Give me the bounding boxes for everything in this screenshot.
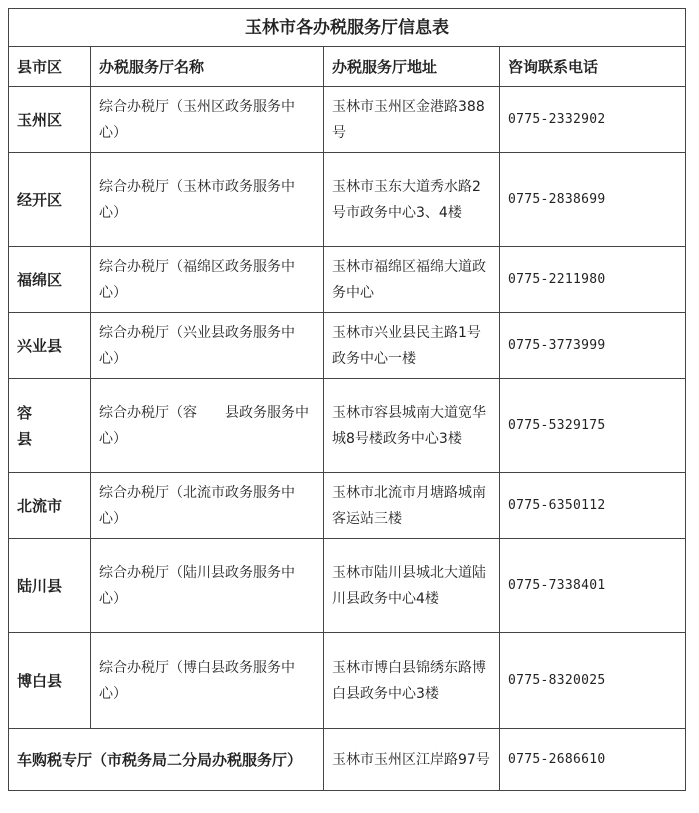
county-cell: 福绵区 xyxy=(9,247,91,313)
phone-cell: 0775-3773999 xyxy=(500,313,686,379)
phone-cell: 0775-2838699 xyxy=(500,153,686,247)
header-phone: 咨询联系电话 xyxy=(500,47,686,87)
table-row xyxy=(9,473,686,539)
hall-name-cell: 综合办税厅（玉州区政务服务中心） xyxy=(91,87,324,153)
county-cell: 玉州区 xyxy=(9,87,91,153)
phone-cell: 0775-2211980 xyxy=(500,247,686,313)
table-header-row xyxy=(9,47,686,87)
address-cell: 玉林市玉州区江岸路97号 xyxy=(324,729,500,791)
table-row xyxy=(9,539,686,633)
address-cell: 玉林市玉州区金港路388号 xyxy=(324,87,500,153)
phone-cell: 0775-7338401 xyxy=(500,539,686,633)
table-row xyxy=(9,247,686,313)
header-hall-address: 办税服务厅地址 xyxy=(324,47,500,87)
phone-cell: 0775-2332902 xyxy=(500,87,686,153)
address-cell: 玉林市玉东大道秀水路2号市政务中心3、4楼 xyxy=(324,153,500,247)
address-cell: 玉林市陆川县城北大道陆川县政务中心4楼 xyxy=(324,539,500,633)
hall-name-cell: 综合办税厅（兴业县政务服务中心） xyxy=(91,313,324,379)
phone-cell: 0775-5329175 xyxy=(500,379,686,473)
special-hall-name-cell: 车购税专厅（市税务局二分局办税服务厅） xyxy=(9,729,324,791)
hall-name-cell: 综合办税厅（博白县政务服务中心） xyxy=(91,633,324,729)
address-cell: 玉林市博白县锦绣东路博白县政务中心3楼 xyxy=(324,633,500,729)
county-cell: 陆川县 xyxy=(9,539,91,633)
address-cell: 玉林市北流市月塘路城南客运站三楼 xyxy=(324,473,500,539)
county-cell: 北流市 xyxy=(9,473,91,539)
table-row xyxy=(9,379,686,473)
county-char: 县 xyxy=(17,429,33,448)
hall-name-cell: 综合办税厅（福绵区政务服务中心） xyxy=(91,247,324,313)
county-cell: 经开区 xyxy=(9,153,91,247)
county-cell: 博白县 xyxy=(9,633,91,729)
table-row xyxy=(9,87,686,153)
table-row xyxy=(9,633,686,729)
hall-name-cell: 综合办税厅（玉林市政务服务中心） xyxy=(91,153,324,247)
table-title-row xyxy=(9,9,686,47)
header-hall-name: 办税服务厅名称 xyxy=(91,47,324,87)
phone-cell: 0775-6350112 xyxy=(500,473,686,539)
phone-cell: 0775-8320025 xyxy=(500,633,686,729)
address-cell: 玉林市兴业县民主路1号政务中心一楼 xyxy=(324,313,500,379)
phone-cell: 0775-2686610 xyxy=(500,729,686,791)
county-cell xyxy=(9,379,91,473)
table-row xyxy=(9,313,686,379)
tax-hall-table-container xyxy=(8,8,685,791)
address-cell: 玉林市福绵区福绵大道政务中心 xyxy=(324,247,500,313)
table-row xyxy=(9,729,686,791)
header-county: 县市区 xyxy=(9,47,91,87)
hall-name-cell: 综合办税厅（北流市政务服务中心） xyxy=(91,473,324,539)
table-row xyxy=(9,153,686,247)
hall-name-cell: 综合办税厅（容 县政务服务中心） xyxy=(91,379,324,473)
address-cell: 玉林市容县城南大道宽华城8号楼政务中心3楼 xyxy=(324,379,500,473)
county-char: 容 xyxy=(17,403,33,422)
tax-hall-table xyxy=(8,8,686,791)
table-title: 玉林市各办税服务厅信息表 xyxy=(9,9,686,47)
county-cell: 兴业县 xyxy=(9,313,91,379)
hall-name-cell: 综合办税厅（陆川县政务服务中心） xyxy=(91,539,324,633)
